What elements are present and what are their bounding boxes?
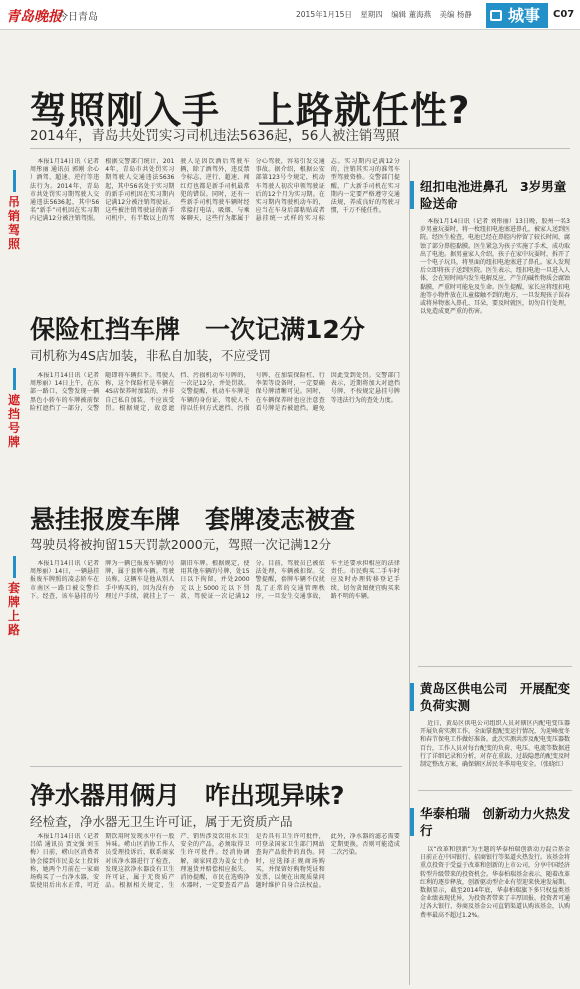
editor-credit: 编辑 董海燕 [391,10,432,19]
section-label: 城事 [508,6,541,25]
story3-headline: 悬挂报废车牌 套牌凌志被查 [30,505,356,534]
accent-bar [13,170,16,192]
divider [30,148,570,149]
story3-sidebar-label: 套牌上路 [7,581,20,637]
divider [30,766,402,767]
issue-meta [296,9,478,20]
right2-headline-text: 黄岛区供电公司 开展配变负荷实测 [420,681,571,713]
right2-headline [420,680,570,714]
story2-body-text: 本报1月14日讯（记者 周彤丽）14日上午，在东部一路口，交警发现一辆黑色小轿车的车牌被前保险杠遮挡了一部分，交警随即将车辆拦下。驾驶人称，这个保险杠是车辆在4S店保养时加装的，并非自己私自加装，不应该受罚。根据规定，故意遮挡、污损机动车号牌的，一次记12分，并处罚款。交警提醒，机动车车牌是车辆的身份证，驾驶人不得以任何方式遮挡、污损号牌，在加装保险杠、行李架等设备时，一定要确保号牌清晰可见。同时，在车辆保养时也应注意查看号牌是否被遮挡，避免因此受到处罚。交警部门表示，近期将加大对遮挡号牌、不按规定悬挂号牌等违法行为的查处力度。 [30,372,400,412]
lead-sidebar-label: 吊销驾照 [7,195,20,251]
city-icon [490,10,502,21]
accent-bar [410,683,414,711]
story3-sidebar [5,556,23,637]
right2-body [420,720,570,780]
story2-subhead: 司机称为4S店加装，非私自加装，不应受罚 [30,348,271,363]
issue-weekday: 星期四 [360,10,383,19]
story4-body-text: 本报1月14日讯（记者 吕皓 通讯员 贾文强 刘玉梅）日前，崂山区消费者协会接到市民姜女士投诉称，她两个月前在一家商场购买了一台净水器，安装使用后出水正常，可近期饮用时发现水中有一股异味。崂山区消协工作人员受理投诉后，联系商家对该净水器进行了检查，发现这款净水器没有卫生许可证，属于无资质产品。根据相关规定，生产、销售涉及饮用水卫生安全的产品，必须取得卫生许可批件。经消协调解，商家同意为姜女士办理退货并赔偿相应损失。消协提醒，市民在选购净水器时，一定要查看产品是否具有卫生许可批件，可登录国家卫生部门网站查询产品批件的真伪。同时，应选择正规商场购买，并保留好购物凭证和发票，以便在出现质量问题时维护自身合法权益。此外，净水器的滤芯需要定期更换，否则可能造成二次污染。 [30,833,400,890]
story2-body [30,372,400,488]
accent-bar [13,556,16,578]
accent-bar [13,368,16,390]
lead-body [30,158,400,298]
section-badge [486,3,548,28]
lead-sidebar [5,170,23,251]
divider [418,790,572,791]
story2-sidebar-label: 遮挡号牌 [7,393,20,449]
right3-headline-text: 华泰柏瑞 创新动力火热发行 [420,806,571,838]
edition-name: 今日青岛 [58,12,98,23]
right1-headline-text: 纽扣电池进鼻孔 3岁男童险送命 [420,179,567,211]
story3-subhead: 驾驶员将被拘留15天罚款2000元，驾照一次记满12分 [30,537,332,552]
right3-body [420,846,570,981]
accent-bar [410,181,414,209]
right3-body-text: 以“改革和创新”为主题的华泰柏瑞创新动力混合基金日前正在中国银行、招商银行等渠道火热发行。该基金将重点投资于受益于改革和创新的上市公司，分享中国经济转型升级带来的投资机会。华泰柏瑞基金表示，随着改革红利的逐步释放，创新驱动型企业有望迎来快速发展期。数据显示，截至2014年底，华泰柏瑞旗下多只权益类基金业绩表现优异，为投资者带来了丰厚回报。投资者可通过各大银行、券商及基金公司直销渠道认购该基金，认购费率最高不超过1.2%。 [420,846,570,919]
page-number: C07 [553,9,575,20]
masthead [0,0,580,30]
right1-headline [420,178,570,212]
right1-body-text: 本报1月14日讯（记者 刘彤丽）13日晚，胶州一名3岁男童玩耍时，将一枚纽扣电池塞进鼻孔，被家人送到医院。经医生检查，电池已经在鼻腔内停留了较长时间，腐蚀了部分鼻腔黏膜。医生紧急为孩子实施了手术，成功取出了电池。据男童家人介绍，孩子在家中玩耍时，拆开了一个电子玩具，将里面的纽扣电池塞进了鼻孔。家人发现后立即将孩子送到医院。医生表示，纽扣电池一旦进入人体，会在短时间内发生电解反应，产生的碱性物质会腐蚀黏膜，严重时可能危及生命。医生提醒，家长应将纽扣电池等小物件放在儿童接触不到的地方，一旦发现孩子误吞或将异物塞入鼻孔、耳朵，要及时就医，切勿自行处理，以免造成更严重的伤害。 [420,218,570,316]
story4-subhead: 经检查，净水器无卫生许可证，属于无资质产品 [30,814,293,829]
right1-body [420,218,570,658]
accent-bar [410,808,414,836]
newspaper-logo: 青岛晚报 [6,9,62,25]
story3-body-text: 本报1月14日讯（记者 周彤丽）14日，一辆悬挂报废车牌照的凌志轿车在市南区一路口被交警拦下。经查，该车悬挂的号牌为一辆已报废车辆的号牌，属于套牌车辆。驾驶员称，这辆车是他从别人手中购买的，因为没有办理过户手续，就挂上了一副旧车牌。根据规定，使用其他车辆的号牌，处15日以下拘留，并处2000元以上5000元以下罚款，驾驶证一次记满12分。目前，驾驶员已被依法处理，车辆被扣留。交警提醒，套牌车辆不仅扰乱了正常的交通管理秩序，一旦发生交通事故，车主还要承担相应的法律责任。市民购买二手车时应及时办理转移登记手续，切勿贪图便宜购买来路不明的车辆。 [30,560,400,600]
lead-body-text: 本报1月14日讯（记者 周彤丽 通讯员 郭刚 余心 ）酒驾、超速、逆行等违法行为。2014年，青岛市共处罚实习期驾驶人交通违法5636起，其中56名“新手”司机因在实习期内记满12分被注销驾照。根据交警部门统计，2014年，青岛市共处罚实习期驾驶人交通违法5636起，其中56名处于实习期的新手司机因在实习期内记满12分被注销驾驶证。这些被注销驾驶证的新手司机中，有半数以上的驾驶人是因饮酒后驾驶车辆，除了酒驾外，违反禁令标志、逆行、超速、闯红灯也都是新手司机最常犯的错误。同时，还有一些新手司机驾驶车辆时经常接打电话、吸烟、与乘客聊天，这些行为都属于分心驾驶，容易引发交通事故。据介绍，根据公安部第123号令规定，机动车驾驶人初次申领驾驶证后的12个月为实习期。在实习期内驾驶机动车的，应当在车身后部粘贴或者悬挂统一式样的实习标志。实习期内记满12分的，注销其实习的准驾车型驾驶资格。交警部门提醒，广大新手司机在实习期内一定要严格遵守交通法规，养成良好的驾驶习惯，千万不能任性。 [30,158,400,223]
lead-subhead: 2014年，青岛共处罚实习司机违法5636起，56人被注销驾照 [30,128,400,144]
story4-body [30,833,400,983]
story2-sidebar [5,368,23,449]
issue-date: 2015年1月15日 [296,10,352,19]
lead-headline: 驾照刚入手 上路就任性? [30,89,471,132]
story4-headline: 净水器用俩月 咋出现异味? [30,781,345,810]
story3-body [30,560,400,760]
right3-headline [420,805,570,839]
column-divider [409,160,410,985]
right2-body-text: 近日，黄岛区供电公司组织人员对辖区内配电变压器开展负荷实测工作，全面掌握配变运行情况，为迎峰度冬和春节保电工作做好准备。此次实测共涉及配电变压器数百台，工作人员对每台配变的负荷、电压、电流等数据进行了详细记录和分析，对存在重载、过载隐患的配变及时制定整改方案，确保辖区居民冬季用电安全。（张晓红） [420,720,570,769]
divider [418,666,572,667]
designer-credit: 美编 杨静 [439,10,472,19]
story2-headline: 保险杠挡车牌 一次记满12分 [30,315,365,344]
